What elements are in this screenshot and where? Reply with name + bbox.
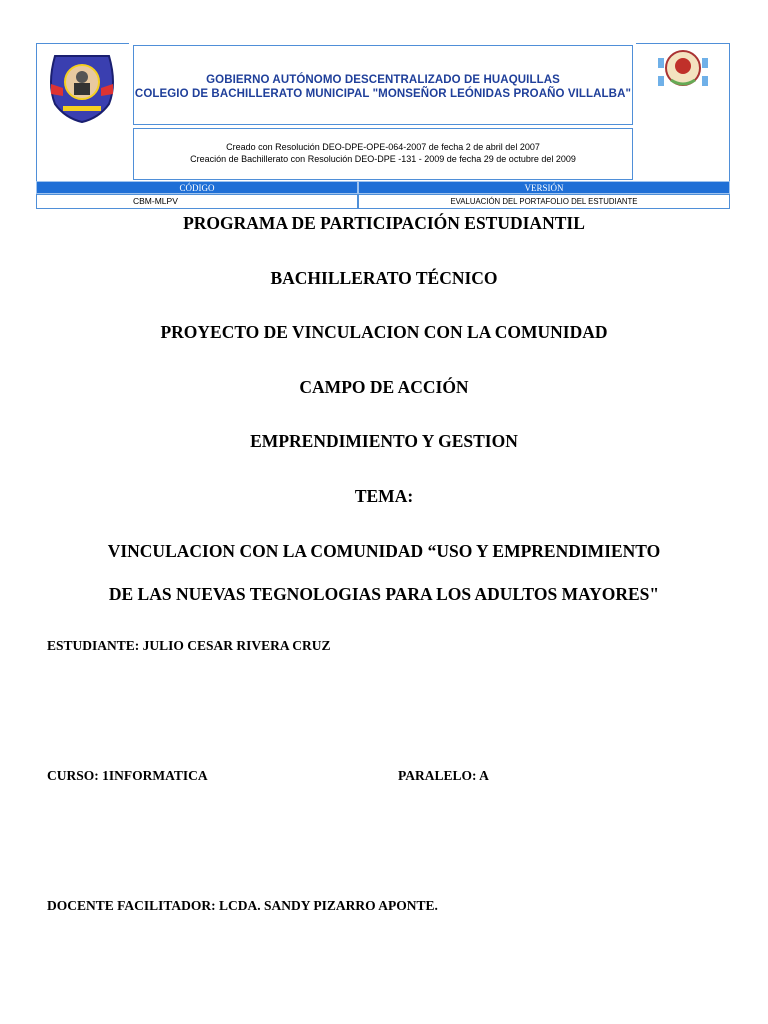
section-field: PARALELO: A <box>398 768 489 783</box>
document-header <box>36 43 730 210</box>
program-heading: PROGRAMA DE PARTICIPACIÓN ESTUDIANTIL <box>183 213 585 233</box>
version-column-header: VERSIÓN <box>358 181 730 194</box>
bachillerato-resolution: Creación de Bachillerato con Resolución DEO-DPE -131 - 2009 de fecha 29 de octubre del 2009 <box>190 154 576 164</box>
course-field: CURSO: 1INFORMATICA <box>47 768 208 783</box>
topic-line-1: VINCULACION CON LA COMUNIDAD “USO Y EMPRENDIMIENTO <box>107 541 661 561</box>
field-value-heading: EMPRENDIMIENTO Y GESTION <box>250 431 518 451</box>
version-value: EVALUACIÓN DEL PORTAFOLIO DEL ESTUDIANTE <box>358 194 730 209</box>
code-table-header <box>36 181 730 194</box>
teacher-field: DOCENTE FACILITADOR: LCDA. SANDY PIZARRO APONTE. <box>47 898 438 913</box>
resolution-box <box>133 128 633 180</box>
government-name: GOBIERNO AUTÓNOMO DESCENTRALIZADO DE HUAQUILLAS <box>206 74 560 86</box>
project-heading: PROYECTO DE VINCULACION CON LA COMUNIDAD <box>160 322 608 342</box>
topic-label-heading: TEMA: <box>354 486 414 506</box>
school-crest-icon <box>37 44 129 183</box>
code-table-row <box>36 194 730 209</box>
code-column-header: CÓDIGO <box>36 181 358 194</box>
creation-resolution: Creado con Resolución DEO-DPE-OPE-064-2007 de fecha 2 de abril del 2007 <box>226 142 540 152</box>
field-label-heading: CAMPO DE ACCIÓN <box>299 377 469 397</box>
school-logo-left <box>36 43 129 182</box>
topic-line-2: DE LAS NUEVAS TEGNOLOGIAS PARA LOS ADULTOS MAYORES" <box>108 584 660 604</box>
municipal-logo-right <box>636 43 730 182</box>
code-value: CBM-MLPV <box>36 194 358 209</box>
code-version-table <box>36 181 730 209</box>
school-name: COLEGIO DE BACHILLERATO MUNICIPAL "MONSEÑOR LEÓNIDAS PROAÑO VILLALBA" <box>134 88 632 100</box>
institution-title-box <box>133 45 633 125</box>
student-field: ESTUDIANTE: JULIO CESAR RIVERA CRUZ <box>47 638 331 653</box>
municipal-seal-icon <box>636 44 729 183</box>
level-heading: BACHILLERATO TÉCNICO <box>270 268 498 288</box>
